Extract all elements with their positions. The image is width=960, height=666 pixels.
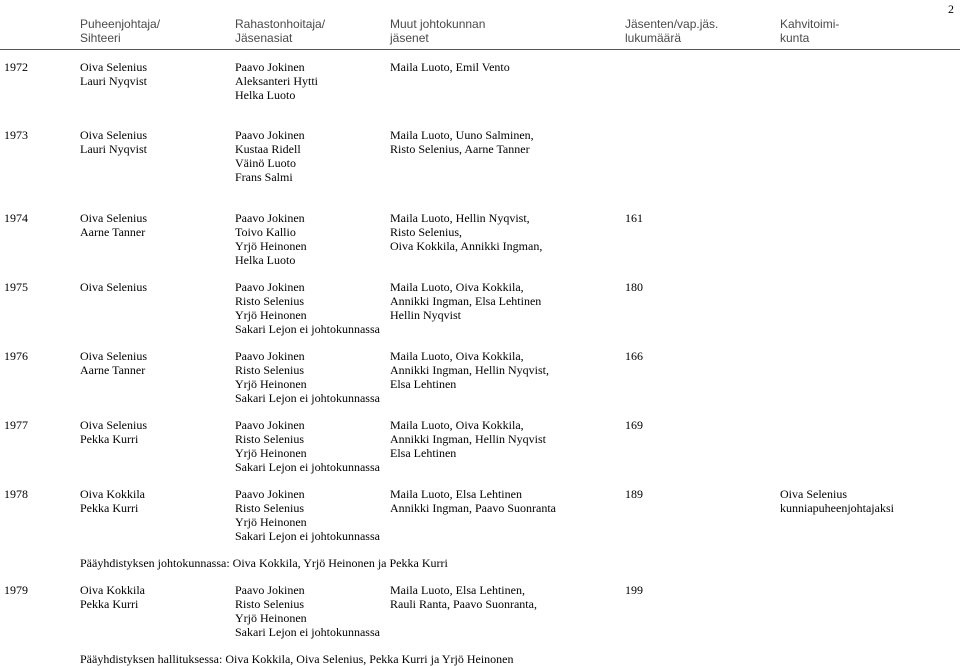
header-treasurer xyxy=(235,17,325,45)
cell-chair-secretary-line: Oiva Selenius xyxy=(80,418,147,432)
cell-other-members-line: Annikki Ingman, Elsa Lehtinen xyxy=(390,294,542,308)
cell-treasurer-members-line: Paavo Jokinen xyxy=(235,211,305,225)
cell-treasurer-members-line: Yrjö Heinonen xyxy=(235,377,307,391)
cell-chair-secretary xyxy=(80,128,147,156)
cell-chair-secretary-line: Oiva Selenius xyxy=(80,60,147,74)
cell-chair-secretary xyxy=(80,280,147,294)
cell-treasurer-members xyxy=(235,211,307,267)
cell-treasurer-members-line: Sakari Lejon ei johtokunnassa xyxy=(235,391,380,405)
cell-other-members xyxy=(390,583,537,611)
cell-chair-secretary xyxy=(80,211,147,239)
cell-member-count: 169 xyxy=(625,418,643,432)
header-coffee xyxy=(780,17,839,45)
cell-treasurer-members-line: Sakari Lejon ei johtokunnassa xyxy=(235,529,380,543)
header-treasurer-line: Jäsenasiat xyxy=(235,31,293,45)
cell-treasurer-members xyxy=(235,583,380,639)
cell-other-members-line: Risto Selenius, Aarne Tanner xyxy=(390,142,530,156)
cell-other-members-line: Rauli Ranta, Paavo Suonranta, xyxy=(390,597,537,611)
cell-chair-secretary-line: Oiva Selenius xyxy=(80,128,147,142)
cell-year: 1974 xyxy=(4,211,28,225)
cell-other-members-line: Elsa Lehtinen xyxy=(390,377,457,391)
cell-year: 1975 xyxy=(4,280,28,294)
cell-other-members-line: Annikki Ingman, Hellin Nyqvist xyxy=(390,432,546,446)
cell-treasurer-members-line: Risto Selenius xyxy=(235,501,305,515)
cell-treasurer-members-line: Yrjö Heinonen xyxy=(235,515,307,529)
cell-treasurer-members-line: Kustaa Ridell xyxy=(235,142,301,156)
cell-treasurer-members-line: Paavo Jokinen xyxy=(235,487,305,501)
cell-chair-secretary-line: Lauri Nyqvist xyxy=(80,74,147,88)
cell-year: 1979 xyxy=(4,583,28,597)
header-count-line: lukumäärä xyxy=(625,31,682,45)
cell-other-members-line: Maila Luoto, Hellin Nyqvist, xyxy=(390,211,530,225)
cell-treasurer-members-line: Risto Selenius xyxy=(235,597,305,611)
cell-year: 1972 xyxy=(4,60,28,74)
cell-other-members-line: Maila Luoto, Uuno Salminen, xyxy=(390,128,534,142)
cell-other-members-line: Maila Luoto, Emil Vento xyxy=(390,60,510,74)
cell-member-count: 180 xyxy=(625,280,643,294)
cell-chair-secretary-line: Lauri Nyqvist xyxy=(80,142,147,156)
cell-other-members xyxy=(390,280,541,322)
cell-other-members xyxy=(390,487,556,515)
header-divider xyxy=(0,49,960,50)
note-main-council: Pääyhdistyksen hallituksessa: Oiva Kokkila, Oiva Selenius, Pekka Kurri ja Yrjö Heinonen xyxy=(80,652,514,666)
cell-chair-secretary-line: Pekka Kurri xyxy=(80,501,139,515)
cell-chair-secretary xyxy=(80,60,147,88)
cell-chair-secretary-line: Pekka Kurri xyxy=(80,597,139,611)
cell-treasurer-members-line: Paavo Jokinen xyxy=(235,418,305,432)
cell-other-members-line: Risto Selenius, xyxy=(390,225,463,239)
cell-treasurer-members-line: Helka Luoto xyxy=(235,88,296,102)
cell-year: 1976 xyxy=(4,349,28,363)
cell-other-members xyxy=(390,60,510,74)
cell-treasurer-members-line: Paavo Jokinen xyxy=(235,128,305,142)
cell-other-members-line: Hellin Nyqvist xyxy=(390,308,461,322)
cell-treasurer-members-line: Yrjö Heinonen xyxy=(235,611,307,625)
cell-other-members-line: Elsa Lehtinen xyxy=(390,446,457,460)
cell-treasurer-members-line: Yrjö Heinonen xyxy=(235,446,307,460)
cell-treasurer-members-line: Sakari Lejon ei johtokunnassa xyxy=(235,460,380,474)
cell-year: 1973 xyxy=(4,128,28,142)
cell-coffee-committee-line: Oiva Selenius xyxy=(780,487,847,501)
cell-member-count: 166 xyxy=(625,349,643,363)
cell-treasurer-members xyxy=(235,280,380,336)
cell-member-count: 161 xyxy=(625,211,643,225)
cell-chair-secretary-line: Oiva Selenius xyxy=(80,211,147,225)
cell-other-members-line: Oiva Kokkila, Annikki Ingman, xyxy=(390,239,543,253)
header-chair-line: Sihteeri xyxy=(80,31,121,45)
header-other-line: Muut johtokunnan xyxy=(390,17,486,31)
cell-chair-secretary xyxy=(80,418,147,446)
cell-treasurer-members-line: Paavo Jokinen xyxy=(235,349,305,363)
cell-treasurer-members xyxy=(235,128,305,184)
cell-treasurer-members-line: Helka Luoto xyxy=(235,253,296,267)
cell-chair-secretary-line: Oiva Selenius xyxy=(80,280,147,294)
header-treasurer-line: Rahastonhoitaja/ xyxy=(235,17,326,31)
cell-chair-secretary xyxy=(80,349,147,377)
cell-treasurer-members-line: Risto Selenius xyxy=(235,294,305,308)
cell-chair-secretary-line: Oiva Selenius xyxy=(80,349,147,363)
cell-coffee-committee-line: kunniapuheenjohtajaksi xyxy=(780,501,894,515)
header-chair xyxy=(80,17,160,45)
cell-year: 1977 xyxy=(4,418,28,432)
cell-other-members-line: Annikki Ingman, Paavo Suonranta xyxy=(390,501,556,515)
cell-treasurer-members xyxy=(235,349,380,405)
cell-chair-secretary xyxy=(80,583,145,611)
cell-other-members xyxy=(390,128,534,156)
cell-treasurer-members-line: Paavo Jokinen xyxy=(235,60,305,74)
cell-chair-secretary-line: Aarne Tanner xyxy=(80,363,146,377)
cell-other-members-line: Maila Luoto, Elsa Lehtinen, xyxy=(390,583,525,597)
header-other xyxy=(390,17,485,45)
header-coffee-line: kunta xyxy=(780,31,810,45)
header-chair-line: Puheenjohtaja/ xyxy=(80,17,161,31)
cell-member-count: 199 xyxy=(625,583,643,597)
cell-other-members-line: Maila Luoto, Oiva Kokkila, xyxy=(390,418,524,432)
header-other-line: jäsenet xyxy=(390,31,429,45)
cell-other-members xyxy=(390,418,546,460)
cell-treasurer-members-line: Sakari Lejon ei johtokunnassa xyxy=(235,322,380,336)
cell-treasurer-members-line: Paavo Jokinen xyxy=(235,583,305,597)
cell-other-members-line: Maila Luoto, Elsa Lehtinen xyxy=(390,487,522,501)
header-coffee-line: Kahvitoimi- xyxy=(780,17,840,31)
cell-treasurer-members-line: Yrjö Heinonen xyxy=(235,239,307,253)
cell-treasurer-members xyxy=(235,487,380,543)
cell-treasurer-members-line: Toivo Kallio xyxy=(235,225,296,239)
cell-treasurer-members-line: Aleksanteri Hytti xyxy=(235,74,318,88)
cell-year: 1978 xyxy=(4,487,28,501)
cell-treasurer-members-line: Paavo Jokinen xyxy=(235,280,305,294)
cell-member-count: 189 xyxy=(625,487,643,501)
cell-chair-secretary xyxy=(80,487,145,515)
header-count xyxy=(625,17,718,45)
cell-treasurer-members-line: Frans Salmi xyxy=(235,170,293,184)
cell-chair-secretary-line: Aarne Tanner xyxy=(80,225,146,239)
header-count-line: Jäsenten/vap.jäs. xyxy=(625,17,719,31)
cell-treasurer-members-line: Väinö Luoto xyxy=(235,156,296,170)
cell-chair-secretary-line: Oiva Kokkila xyxy=(80,583,145,597)
cell-treasurer-members xyxy=(235,418,380,474)
cell-coffee-committee xyxy=(780,487,894,515)
page-number: 2 xyxy=(948,2,954,16)
cell-chair-secretary-line: Pekka Kurri xyxy=(80,432,139,446)
cell-treasurer-members-line: Risto Selenius xyxy=(235,363,305,377)
cell-treasurer-members xyxy=(235,60,318,102)
cell-treasurer-members-line: Sakari Lejon ei johtokunnassa xyxy=(235,625,380,639)
cell-other-members-line: Maila Luoto, Oiva Kokkila, xyxy=(390,349,524,363)
cell-chair-secretary-line: Oiva Kokkila xyxy=(80,487,145,501)
note-main-board: Pääyhdistyksen johtokunnassa: Oiva Kokkila, Yrjö Heinonen ja Pekka Kurri xyxy=(80,556,448,570)
cell-other-members xyxy=(390,349,549,391)
cell-other-members-line: Maila Luoto, Oiva Kokkila, xyxy=(390,280,524,294)
cell-other-members xyxy=(390,211,542,253)
cell-treasurer-members-line: Yrjö Heinonen xyxy=(235,308,307,322)
cell-treasurer-members-line: Risto Selenius xyxy=(235,432,305,446)
cell-other-members-line: Annikki Ingman, Hellin Nyqvist, xyxy=(390,363,549,377)
